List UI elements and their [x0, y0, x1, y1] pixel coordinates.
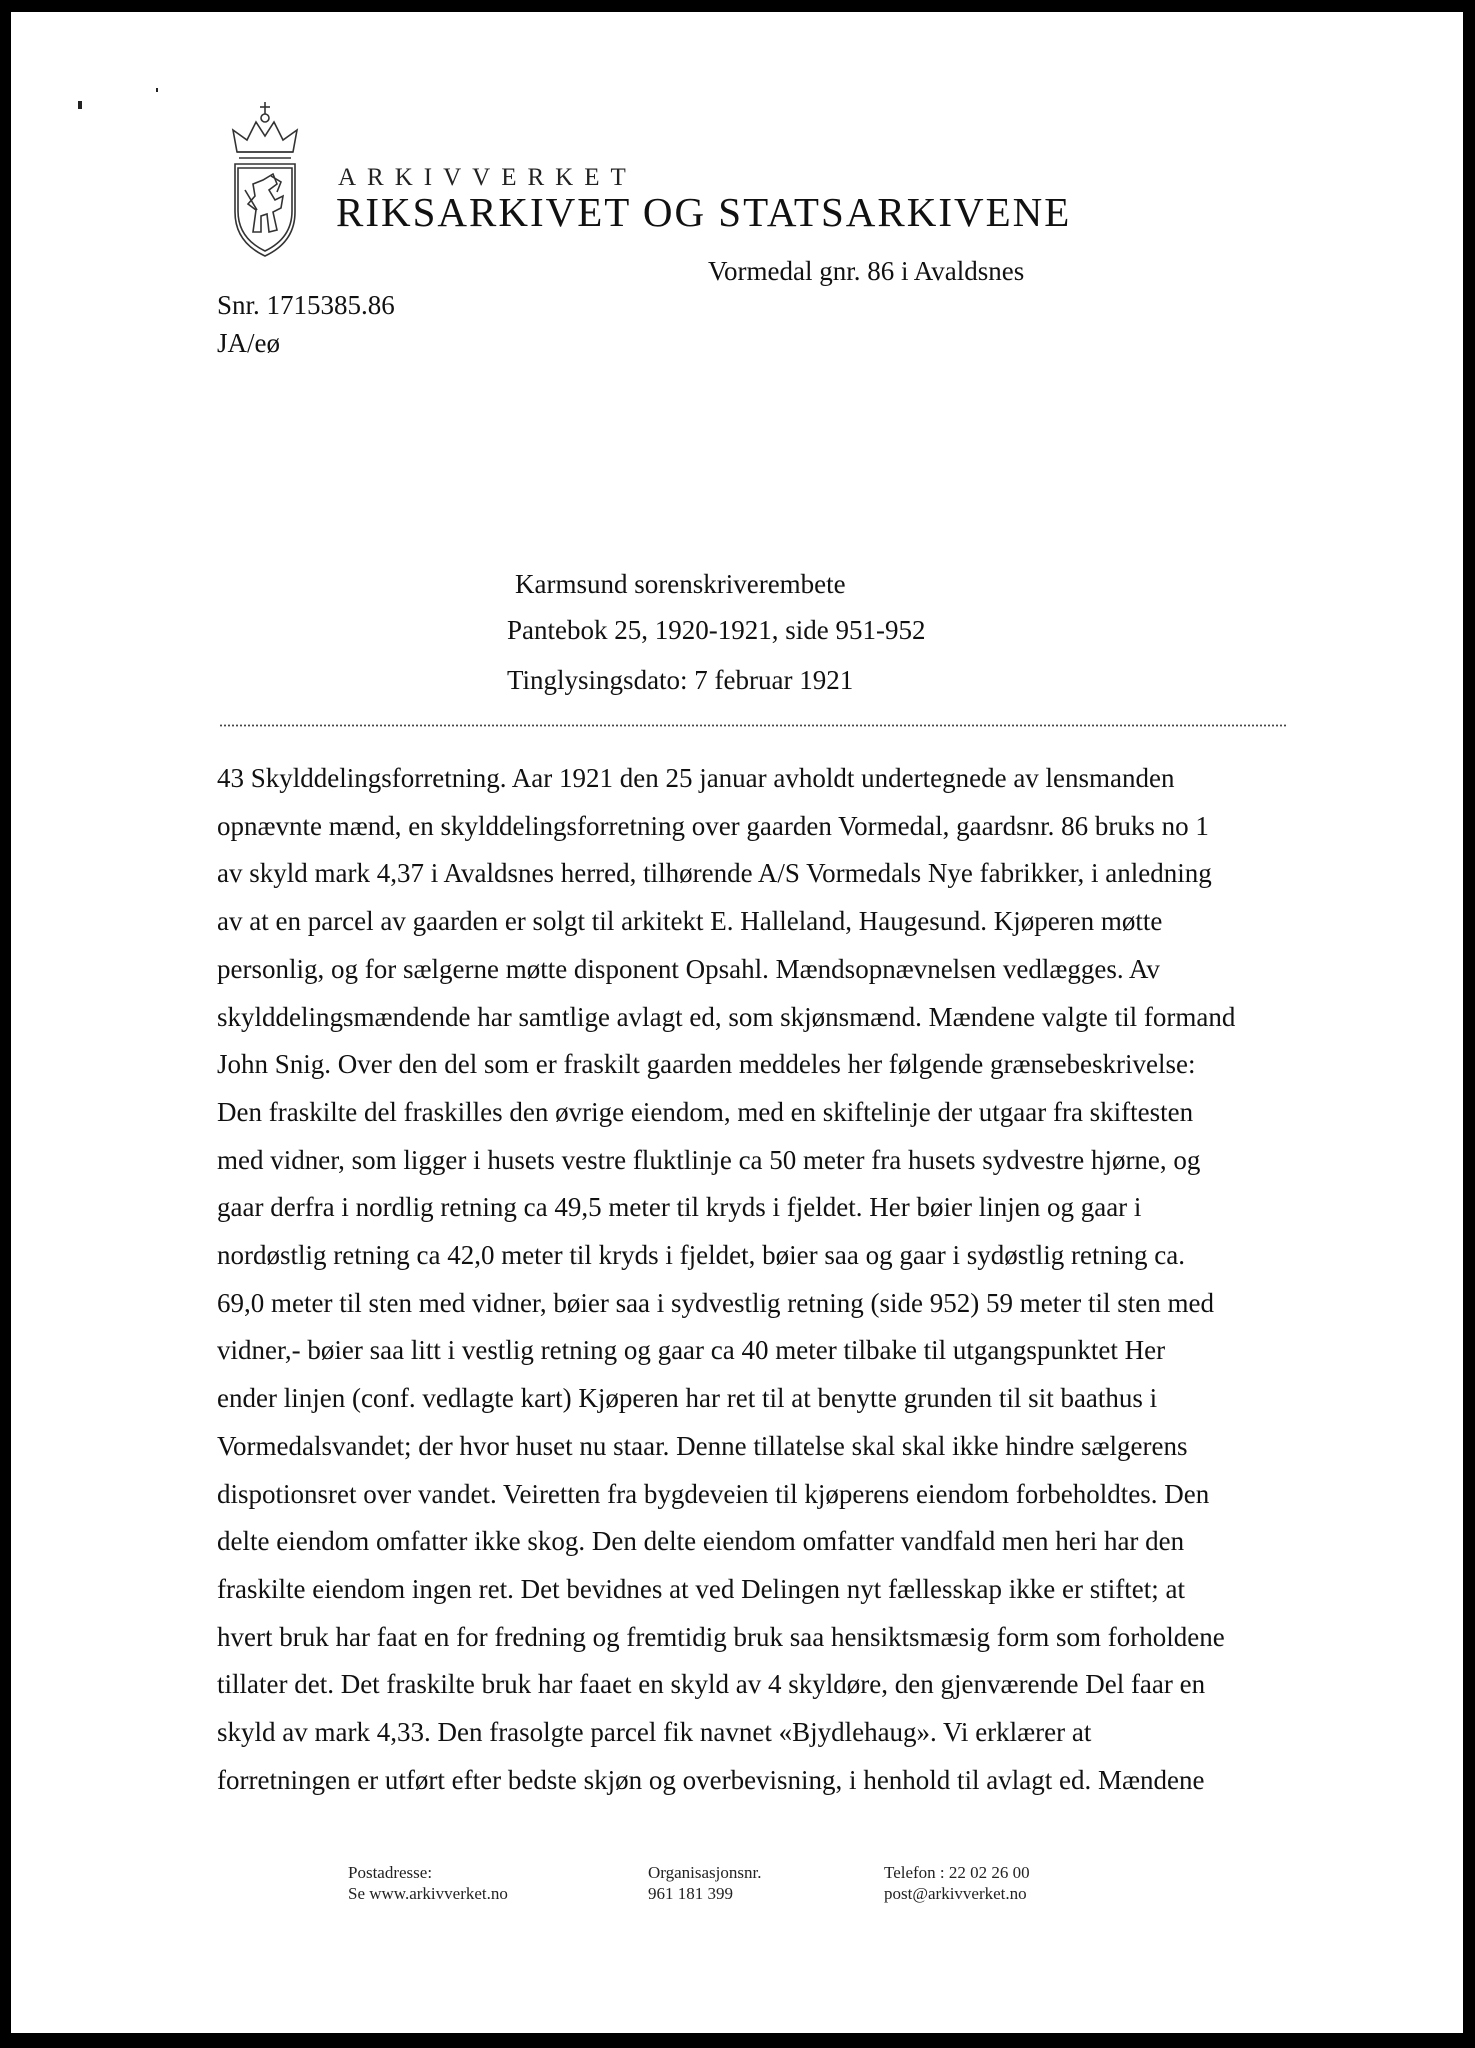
- footer-postal: [348, 1862, 508, 1904]
- body-line: nordøstlig retning ca 42,0 meter til kryds i fjeldet, bøier saa og gaar i sydøstlig retning ca.: [217, 1240, 1186, 1271]
- body-line: 43 Skylddelingsforretning. Aar 1921 den 25 januar avholdt undertegnede av lensmanden: [217, 763, 1175, 793]
- norwegian-coat-of-arms-icon: [223, 100, 307, 260]
- case-number: Snr. 1715385.86: [217, 290, 395, 320]
- body-line: skylddelingsmændende har samtlige avlagt ed, som skjønsmænd. Mændene valgte til formand: [217, 1001, 1236, 1032]
- scan-speck: [156, 88, 158, 92]
- source-book: Pantebok 25, 1920-1921, side 951-952: [507, 615, 926, 645]
- footer-org: [648, 1862, 762, 1904]
- body-line: vidner,- bøier saa litt i vestlig retning og gaar ca 40 meter tilbake til utgangspunktet Her: [217, 1335, 1166, 1366]
- transcription-body: [217, 755, 1293, 1804]
- body-line: Vormedalsvandet; der hvor huset nu staar. Denne tillatelse skal skal ikke hindre sælgerens: [217, 1430, 1188, 1461]
- body-line: forretningen er utført efter bedste skjøn og overbevisning, i henhold til avlagt ed. Mændene: [217, 1764, 1205, 1795]
- document-page: [11, 12, 1463, 2033]
- footer-postal-label: Postadresse:: [348, 1863, 433, 1882]
- source-office: Karmsund sorenskriverembete: [515, 569, 846, 599]
- footer-org-label: Organisasjonsnr.: [648, 1863, 762, 1882]
- body-line: fraskilte eiendom ingen ret. Det bevidnes at ved Delingen nyt fællesskap ikke er stiftet; at: [217, 1573, 1185, 1604]
- scan-speck: [78, 101, 82, 109]
- organization-name: RIKSARKIVET OG STATSARKIVENE: [336, 189, 1072, 235]
- body-line: skyld av mark 4,33. Den frasolgte parcel fik navnet «Bjydlehaug». Vi erklærer at: [217, 1717, 1092, 1748]
- body-line: dispotionsret over vandet. Veiretten fra bygdeveien til kjøperens eiendom forbeholdtes. Den: [217, 1478, 1210, 1509]
- body-line: tillater det. Det fraskilte bruk har faaet en skyld av 4 skyldøre, den gjenværende Del faar en: [217, 1669, 1206, 1700]
- footer-postal-value: Se www.arkivverket.no: [348, 1884, 508, 1903]
- body-line: gaar derfra i nordlig retning ca 49,5 meter til kryds i fjeldet. Her bøier linjen og gaar i: [217, 1192, 1142, 1223]
- footer-contact: [884, 1862, 1030, 1904]
- registration-date: Tinglysingsdato: 7 februar 1921: [507, 665, 854, 695]
- body-line: personlig, og for sælgerne møtte disponent Opsahl. Mændsopnævnelsen vedlægges. Av: [217, 953, 1160, 984]
- body-line: 69,0 meter til sten med vidner, bøier saa i sydvestlig retning (side 952) 59 meter til sten med: [217, 1287, 1214, 1318]
- footer-org-value: 961 181 399: [648, 1884, 733, 1903]
- footer-email: post@arkivverket.no: [884, 1884, 1027, 1903]
- property-title: Vormedal gnr. 86 i Avaldsnes: [708, 256, 1025, 286]
- body-line: Den fraskilte del fraskilles den øvrige eiendom, med en skiftelinje der utgaar fra skiftesten: [217, 1096, 1194, 1127]
- organization-small-caps: ARKIVVERKET: [338, 164, 637, 191]
- dotted-separator: [219, 724, 1287, 727]
- body-line: opnævnte mænd, en skylddelingsforretning over gaarden Vormedal, gaardsnr. 86 bruks no 1: [217, 810, 1209, 841]
- body-line: ender linjen (conf. vedlagte kart) Kjøperen har ret til at benytte grunden til sit baathus i: [217, 1383, 1158, 1414]
- body-line: John Snig. Over den del som er fraskilt gaarden meddeles her følgende grænsebeskrivelse:: [217, 1049, 1196, 1080]
- body-line: av at en parcel av gaarden er solgt til arkitekt E. Halleland, Haugesund. Kjøperen møtte: [217, 906, 1163, 937]
- body-line: med vidner, som ligger i husets vestre fluktlinje ca 50 meter fra husets sydvestre hjørne, og: [217, 1144, 1201, 1175]
- body-line: delte eiendom omfatter ikke skog. Den delte eiendom omfatter vandfald men heri har den: [217, 1526, 1185, 1557]
- body-line: hvert bruk har faat en for fredning og fremtidig bruk saa hensiktsmæsig form som forholdene: [217, 1621, 1225, 1652]
- footer-phone: Telefon : 22 02 26 00: [884, 1863, 1030, 1882]
- body-line: av skyld mark 4,37 i Avaldsnes herred, tilhørende A/S Vormedals Nye fabrikker, i anledning: [217, 858, 1212, 889]
- initials: JA/eø: [217, 328, 280, 358]
